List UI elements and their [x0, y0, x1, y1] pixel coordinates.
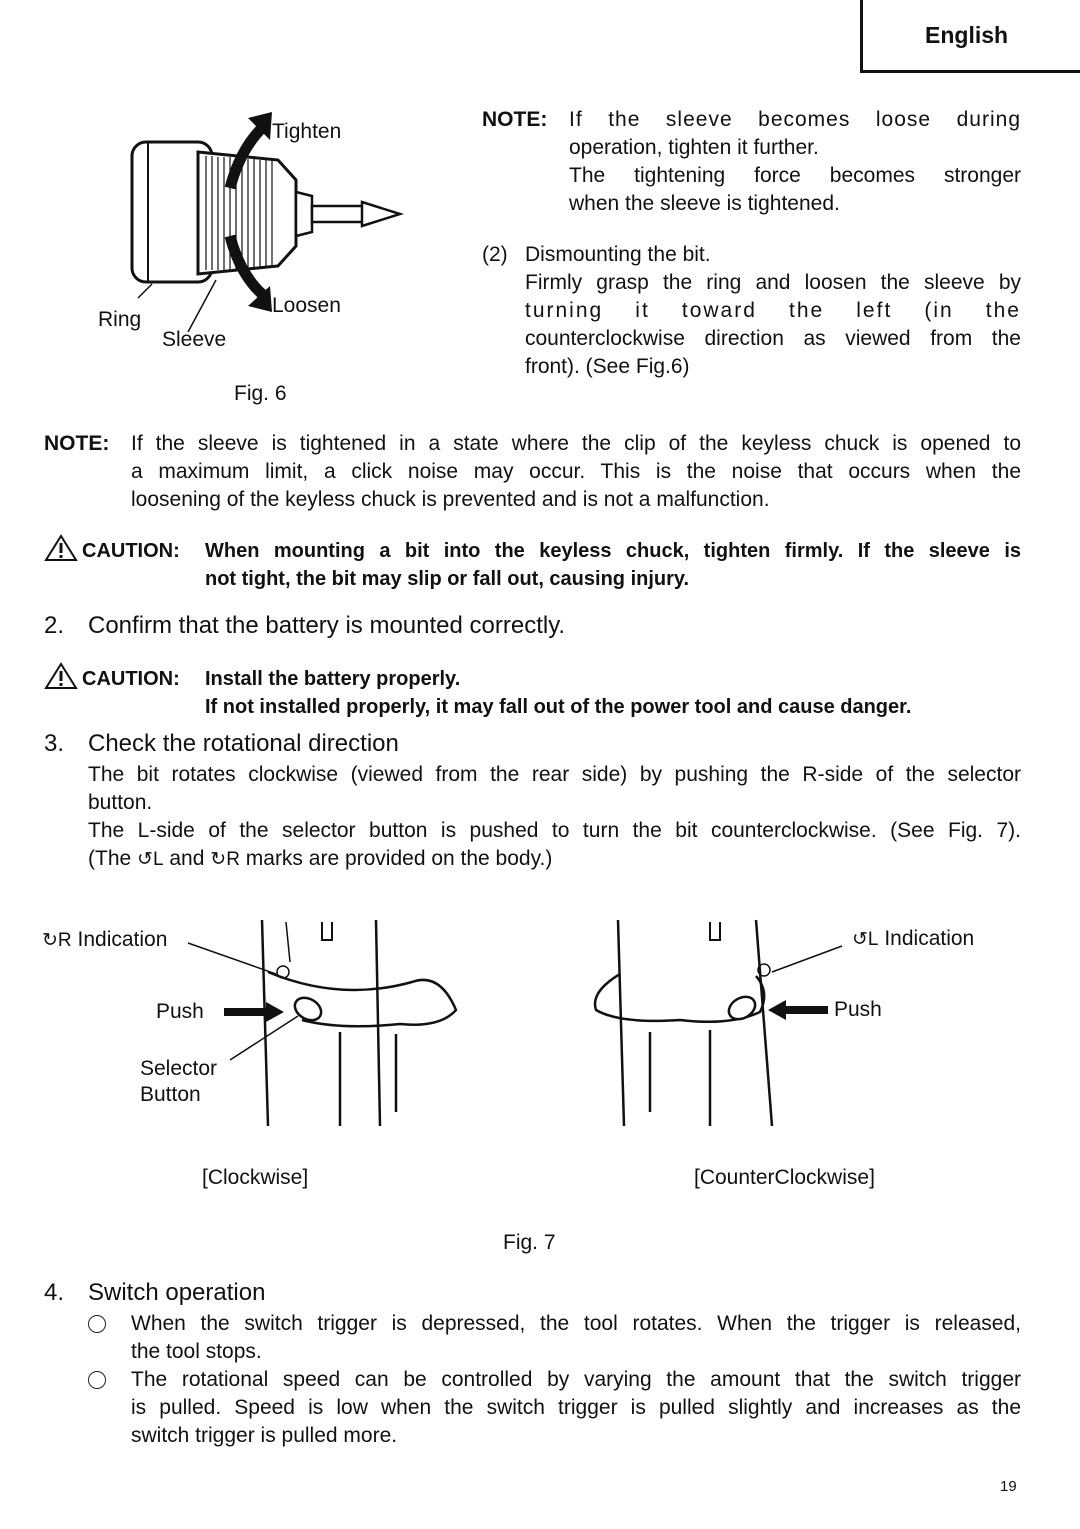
r-mark-letter: R — [226, 849, 240, 870]
note-click-label: NOTE: — [44, 432, 110, 455]
fig6-label-ring: Ring — [98, 308, 142, 331]
note-text-line: The tightening force becomes stronger — [569, 164, 1021, 187]
push-label-left: Push — [156, 1000, 204, 1023]
caution2-line: If not installed properly, it may fall out of the power tool and cause danger. — [205, 696, 912, 718]
fig6-label-sleeve: Sleeve — [162, 328, 227, 351]
note-text-line: when the sleeve is tightened. — [569, 192, 840, 215]
caution1-line: not tight, the bit may slip or fall out, causing injury. — [205, 568, 690, 590]
clockwise-caption: [Clockwise] — [202, 1166, 309, 1189]
page-number: 19 — [1000, 1478, 1017, 1495]
step4-bullet-line: The rotational speed can be controlled by varying the amount that the switch trigger — [131, 1368, 1021, 1391]
l-mark-icon: ↺L — [137, 849, 164, 870]
selector-label: Button — [140, 1083, 201, 1106]
caution1-label: CAUTION: — [82, 540, 180, 562]
r-indication-label — [42, 926, 167, 955]
step4-title: Switch operation — [88, 1279, 266, 1306]
caution-icon — [44, 534, 78, 567]
step3-marks-line — [88, 845, 552, 874]
r-mark-letter: R — [57, 930, 72, 951]
r-mark-icon: ↻R — [210, 849, 240, 870]
note-text-line: If the sleeve becomes loose during — [569, 108, 1021, 131]
dismount-number: (2) — [482, 243, 508, 266]
dismount-title: Dismounting the bit. — [525, 243, 711, 266]
bullet-icon — [88, 1371, 106, 1389]
r-mark-icon: ↻R — [42, 930, 72, 951]
push-label-right: Push — [834, 998, 882, 1021]
l-mark-letter: L — [152, 849, 164, 870]
language-label: English — [925, 22, 1009, 48]
step3-line: button. — [88, 791, 153, 814]
l-indication-label — [852, 925, 974, 954]
step3-line-part: (The — [88, 847, 132, 870]
fig6-chuck-illustration — [90, 110, 430, 380]
step3-line: The bit rotates clockwise (viewed from the rear side) by pushing the R-side of the selector — [88, 763, 1021, 786]
step3-line: The L-side of the selector button is pushed to turn the bit counterclockwise. (See Fig. 7). — [88, 819, 1021, 842]
step3-line-part: marks are provided on the body.) — [245, 847, 553, 870]
bullet-icon — [88, 1315, 106, 1333]
step4-bullet-line: the tool stops. — [131, 1340, 262, 1363]
caution1-line: When mounting a bit into the keyless chuck, tighten firmly. If the sleeve is — [205, 540, 1021, 562]
step3-title: Check the rotational direction — [88, 730, 399, 757]
step3-number: 3. — [44, 730, 65, 757]
l-mark-icon: ↺L — [852, 929, 879, 950]
note-text-line: operation, tighten it further. — [569, 136, 819, 159]
note-click-line: If the sleeve is tightened in a state where the clip of the keyless chuck is opened to — [131, 432, 1021, 455]
language-box — [860, 0, 1080, 73]
l-indication-text: Indication — [884, 927, 975, 950]
step4-bullet-line: switch trigger is pulled more. — [131, 1424, 398, 1447]
fig6-label-loosen: Loosen — [272, 294, 341, 317]
l-mark-letter: L — [867, 929, 879, 950]
dismount-text-line: front). (See Fig.6) — [525, 355, 690, 378]
fig7-caption: Fig. 7 — [503, 1231, 556, 1254]
selector-label: Selector — [140, 1057, 218, 1080]
step2-title: Confirm that the battery is mounted correctly. — [88, 612, 566, 639]
caution2-label: CAUTION: — [82, 668, 180, 690]
counterclockwise-caption: [CounterClockwise] — [694, 1166, 875, 1189]
r-indication-text: Indication — [77, 928, 168, 951]
step4-number: 4. — [44, 1279, 65, 1306]
note-click-line: loosening of the keyless chuck is prevented and is not a malfunction. — [131, 488, 770, 511]
note-click-line: a maximum limit, a click noise may occur. This is the noise that occurs when the — [131, 460, 1021, 483]
step4-bullet-line: When the switch trigger is depressed, the tool rotates. When the trigger is released, — [131, 1312, 1021, 1335]
dismount-text-line: Firmly grasp the ring and loosen the sleeve by — [525, 271, 1021, 294]
step2-number: 2. — [44, 612, 65, 639]
step4-bullet-line: is pulled. Speed is low when the switch trigger is pulled slightly and increases as the — [131, 1396, 1021, 1419]
dismount-text-line: turning it toward the left (in the — [525, 299, 1021, 322]
note-label: NOTE: — [482, 108, 548, 131]
dismount-text-line: counterclockwise direction as viewed from the — [525, 327, 1021, 350]
caution2-line: Install the battery properly. — [205, 668, 461, 690]
step3-line-part: and — [169, 847, 205, 870]
fig6-caption: Fig. 6 — [234, 382, 287, 405]
fig6-label-tighten: Tighten — [272, 120, 342, 143]
caution-icon — [44, 662, 78, 695]
